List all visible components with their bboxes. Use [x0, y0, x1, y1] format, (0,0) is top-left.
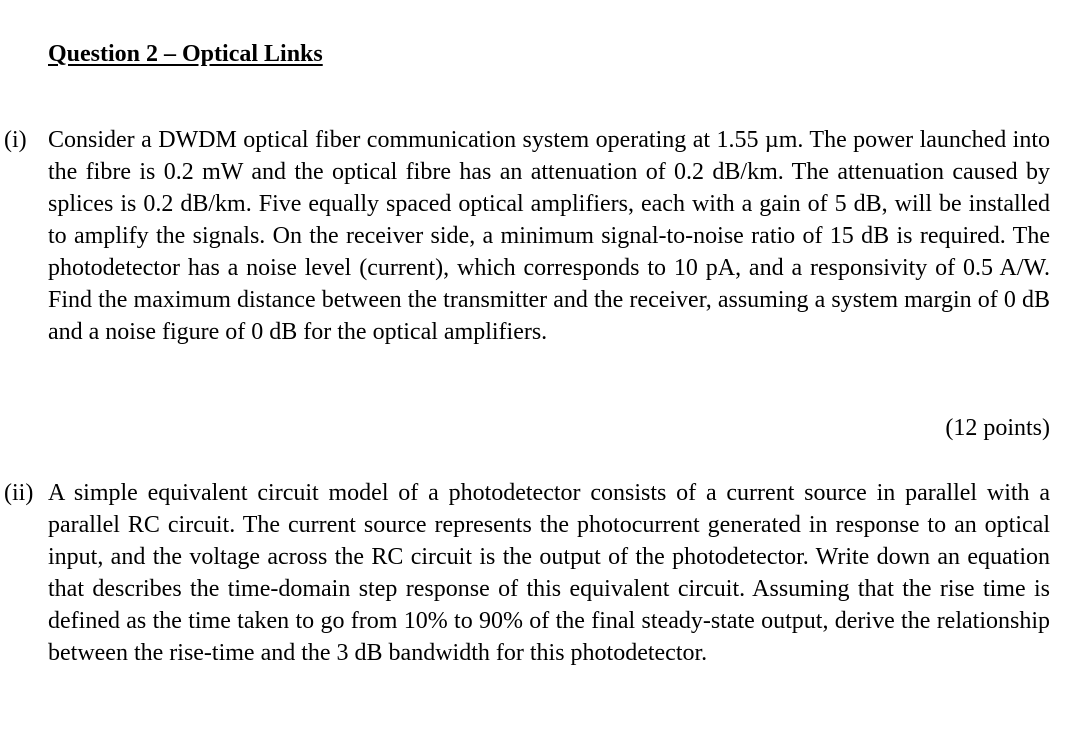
points-label: (12 points): [945, 415, 1050, 441]
question-title: Question 2 – Optical Links: [48, 41, 323, 67]
part-text: A simple equivalent circuit model of a photodetector consists of a current source in parallel with a parallel RC circuit. The current source represents the photocurrent generated in response to an optical input, and the voltage across the RC circuit is the output of the photodetector. Write down an equation that describes the time-domain step response of this equivalent circuit. Assuming that the rise time is defined as the time taken to go from 10% to 90% of the final steady-state output, derive the relationship between the rise-time and the 3 dB bandwidth for this photodetector.: [48, 480, 1050, 666]
question-part-ii: [4, 477, 1050, 669]
part-marker: (i): [4, 127, 27, 153]
part-marker: (ii): [4, 480, 34, 506]
part-text: Consider a DWDM optical fiber communication system operating at 1.55 µm. The power launched into the fibre is 0.2 mW and the optical fibre has an attenuation of 0.2 dB/km. The attenuation caused by splices is 0.2 dB/km. Five equally spaced optical amplifiers, each with a gain of 5 dB, will be installed to amplify the signals. On the receiver side, a minimum signal-to-noise ratio of 15 dB is required. The photodetector has a noise level (current), which corresponds to 10 pA, and a responsivity of 0.5 A/W. Find the maximum distance between the transmitter and the receiver, assuming a system margin of 0 dB and a noise figure of 0 dB for the optical amplifiers.: [48, 127, 1050, 345]
question-part-i: [4, 124, 1050, 348]
